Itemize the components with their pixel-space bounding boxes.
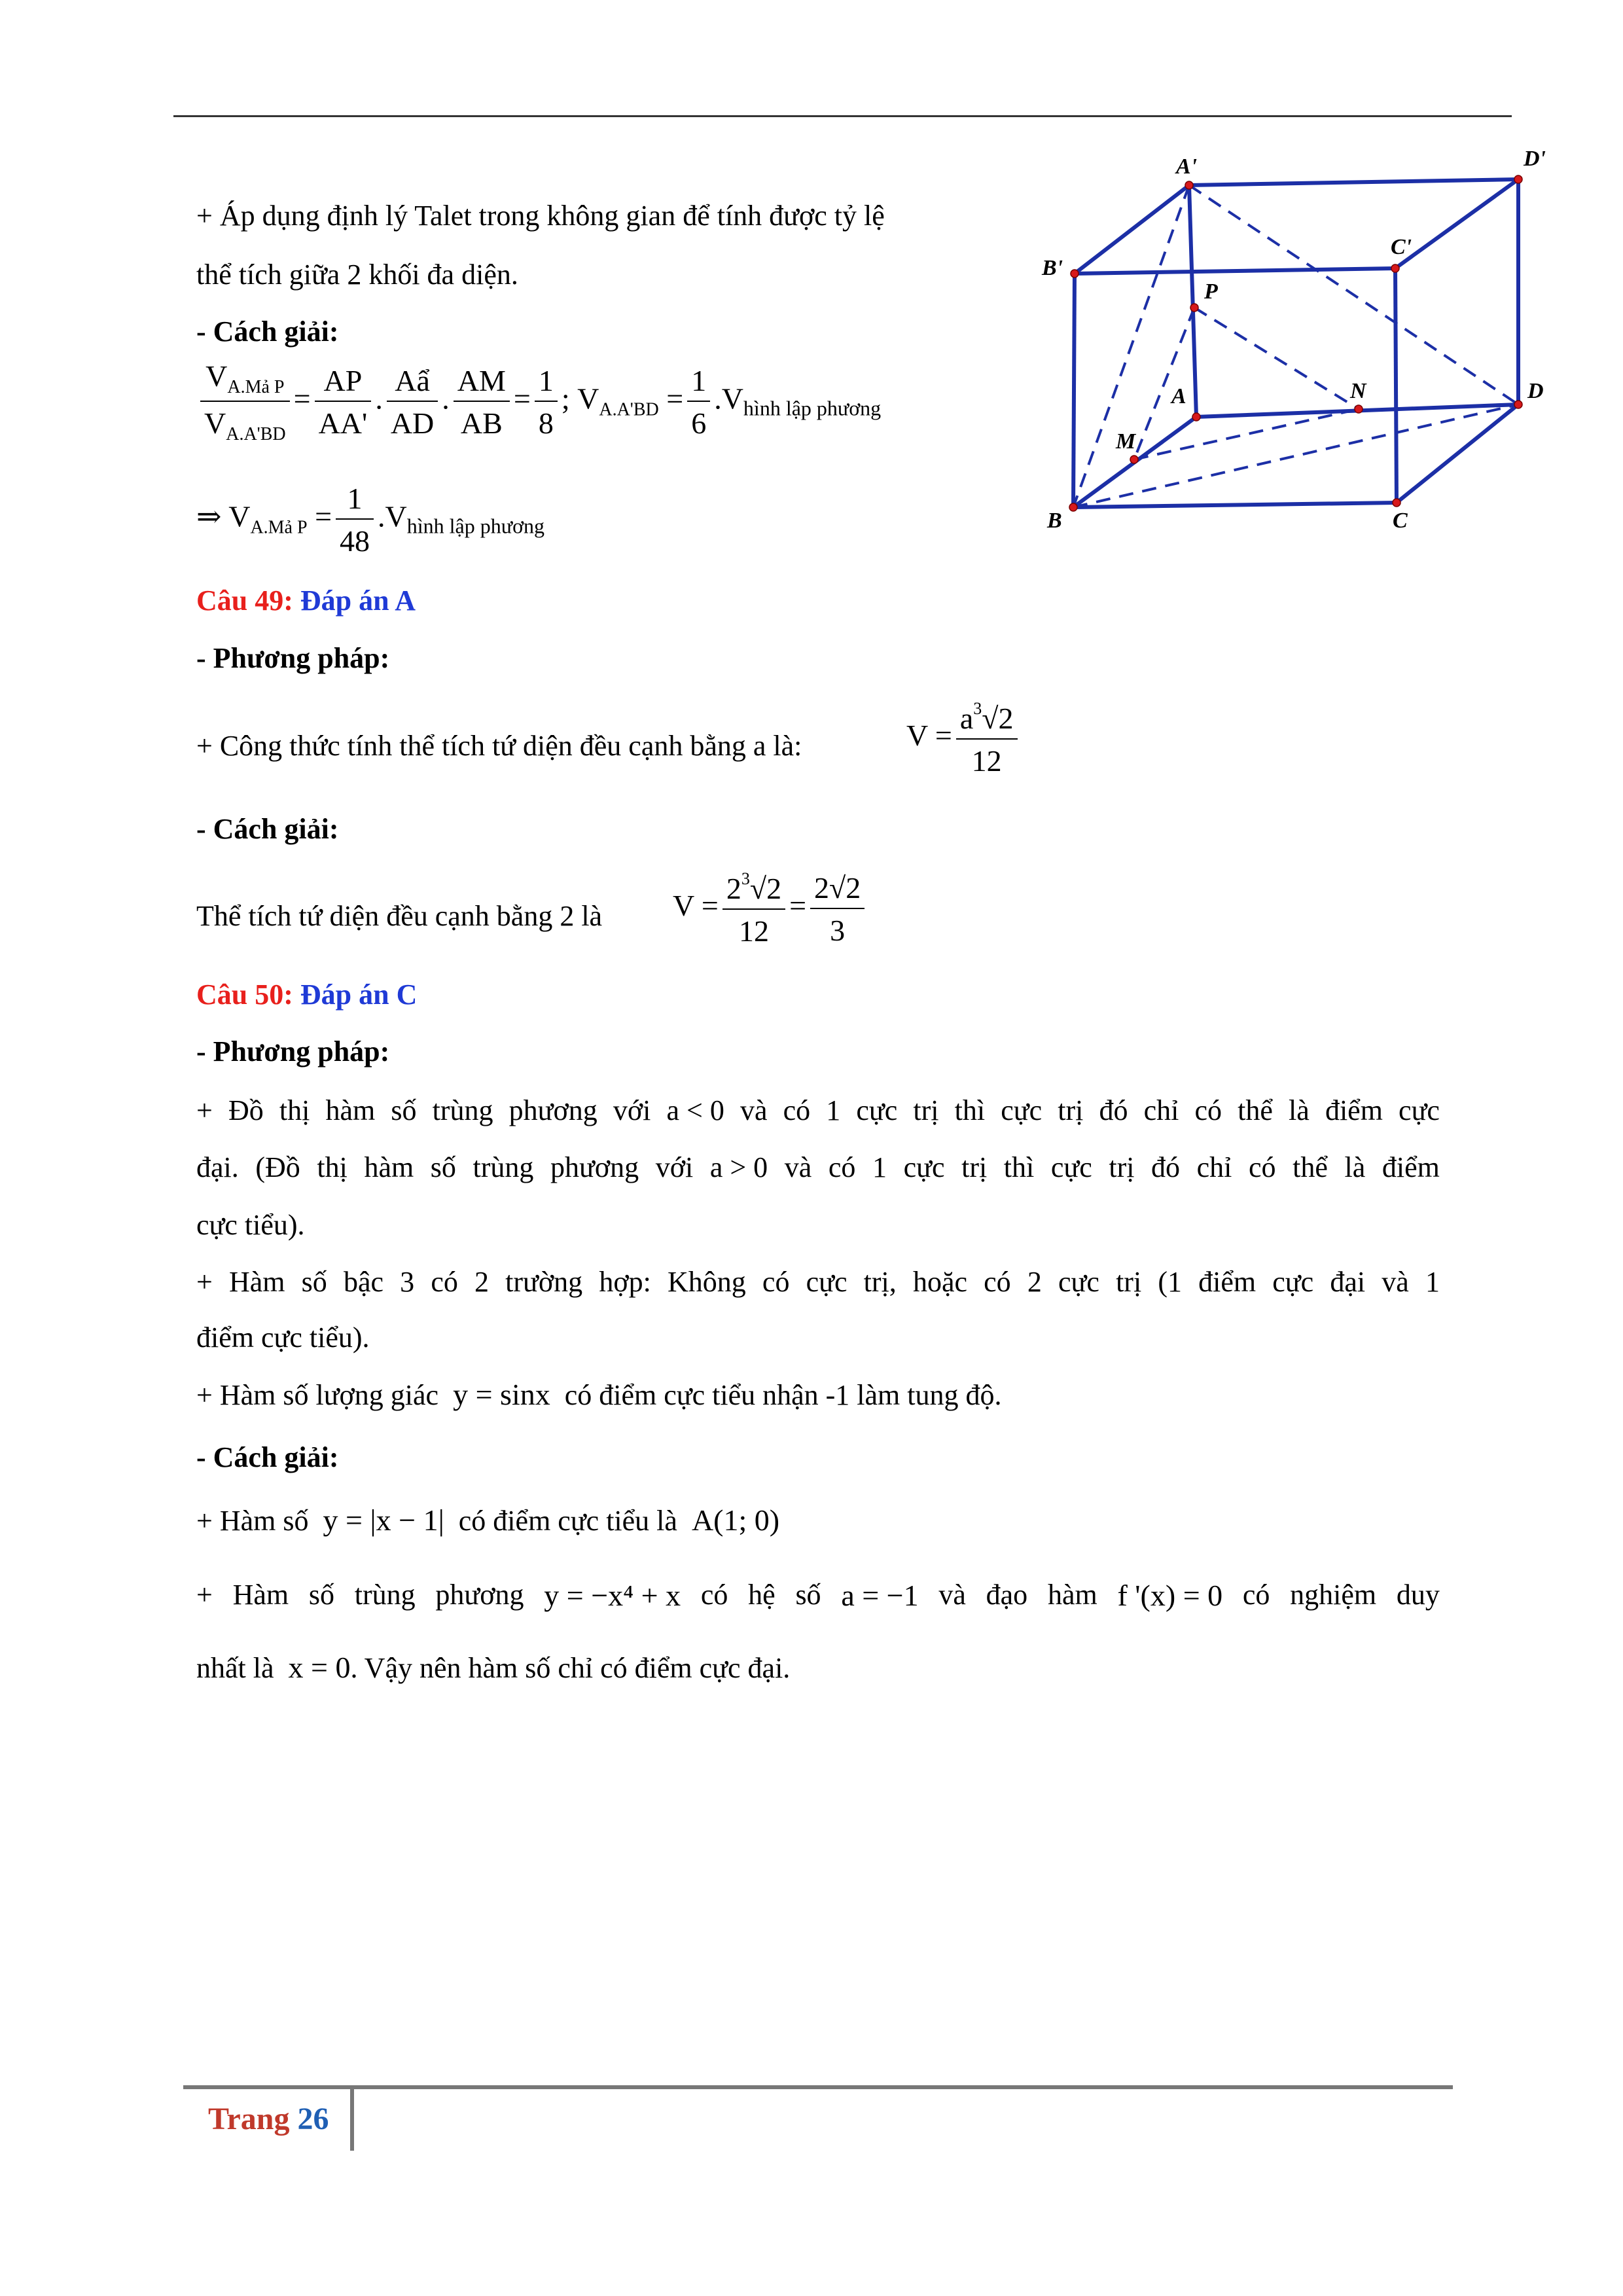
q50-method-line2: đại. (Đồ thị hàm số trùng phương với a > 0 và có 1 cực trị thì cực trị đó chỉ có thể là điểm [196, 1151, 1440, 1183]
method-heading-50: - Phương pháp: [196, 1035, 390, 1067]
label-m: M [1116, 429, 1136, 454]
edge-b-c [1073, 503, 1397, 507]
tetra-volume-formula: V = $\frac{a^3√2}{12}$ [906, 699, 1022, 778]
volume-result-formula: ⇒ $V_{A.Mả P}$ = $\frac{1}{48}$ $.V_{hình lập phương}$ [196, 482, 544, 558]
label-b-prime: B' [1042, 256, 1063, 280]
method-intro-line2: thể tích giữa 2 khối đa diện. [196, 259, 518, 291]
edge-b1-b [1073, 274, 1075, 507]
solution-heading-1: - Cách giải: [196, 315, 339, 348]
label-a: A [1171, 384, 1186, 408]
solution-heading-49: - Cách giải: [196, 813, 339, 845]
q49-solution-text: Thể tích tứ diện đều cạnh bằng 2 là [196, 900, 603, 932]
q50-method-line5: điểm cực tiểu). [196, 1321, 370, 1354]
edge-c-d [1397, 404, 1518, 503]
dash-p-m [1134, 308, 1194, 459]
header-rule [173, 115, 1512, 117]
label-c: C [1393, 509, 1408, 533]
edge-d1-c1 [1395, 179, 1518, 268]
tetra-volume-result: V = $\frac{2^3√2}{12}$ = $\frac{2√2}{3}$ [673, 869, 868, 948]
cube-figure [1034, 144, 1558, 550]
q50-solution-line3: nhất là x = 0. Vậy nên hàm số chỉ có điểm cực đại. [196, 1651, 791, 1684]
label-a-prime: A' [1176, 154, 1198, 179]
q50-solution-line1: + Hàm số y = |x − 1| có điểm cực tiểu là A(1; 0) [196, 1503, 780, 1537]
q50-method-line1: + Đồ thị hàm số trùng phương với a < 0 và có 1 cực trị thì cực trị đó chỉ có thể là điểm cực [196, 1094, 1440, 1126]
q50-method-line3: cực tiểu). [196, 1209, 305, 1241]
label-d-prime: D' [1524, 147, 1546, 171]
q50-method-line6: + Hàm số lượng giác y = sinx có điểm cực tiểu nhận -1 làm tung độ. [196, 1378, 1002, 1411]
dash-p-n [1194, 308, 1359, 409]
dash-a1-d [1189, 185, 1518, 404]
edge-a1-d1 [1189, 179, 1518, 185]
edge-c1-c [1395, 268, 1397, 503]
page-number: Trang 26 [208, 2102, 329, 2136]
footer-rule [183, 2085, 1453, 2089]
label-b: B [1047, 509, 1062, 533]
label-d: D [1527, 379, 1544, 403]
method-intro-line1: + Áp dụng định lý Talet trong không gian để tính được tỷ lệ [196, 200, 885, 232]
label-c-prime: C' [1391, 235, 1412, 259]
label-p: P [1204, 279, 1218, 304]
q49-method-text: + Công thức tính thể tích tứ diện đều cạnh bằng a là: [196, 730, 802, 762]
footer-divider [350, 2085, 354, 2151]
method-heading-49: - Phương pháp: [196, 642, 390, 674]
edge-a1-a [1189, 185, 1196, 417]
solution-heading-50: - Cách giải: [196, 1441, 339, 1473]
volume-ratio-formula: $\frac{V_{A.Mả P}}{V_{A.A'BD}}$ = $\frac{AP}{AA'}$ . $\frac{\text{Aẩ}}{AD}$ . $\frac{AM}{AB}$ = $\frac{1}{8}$ ; $V_{A.A'BD}$ = $\frac{1}{6}$ $.V_{hình lập phương}$ [196, 359, 881, 445]
label-n: N [1350, 379, 1366, 403]
q50-method-line4: + Hàm số bậc 3 có 2 trường hợp: Không có cực trị, hoặc có 2 cực trị (1 điểm cực đại và 1 [196, 1266, 1440, 1298]
q50-solution-line2: + Hàm số trùng phương y = −x⁴ + x có hệ số a = −1 và đạo hàm f '(x) = 0 có nghiệm duy [196, 1579, 1440, 1612]
question-50-heading: Câu 50: Đáp án C [196, 978, 418, 1011]
edge-b1-c1 [1075, 268, 1395, 274]
question-49-heading: Câu 49: Đáp án A [196, 584, 416, 617]
